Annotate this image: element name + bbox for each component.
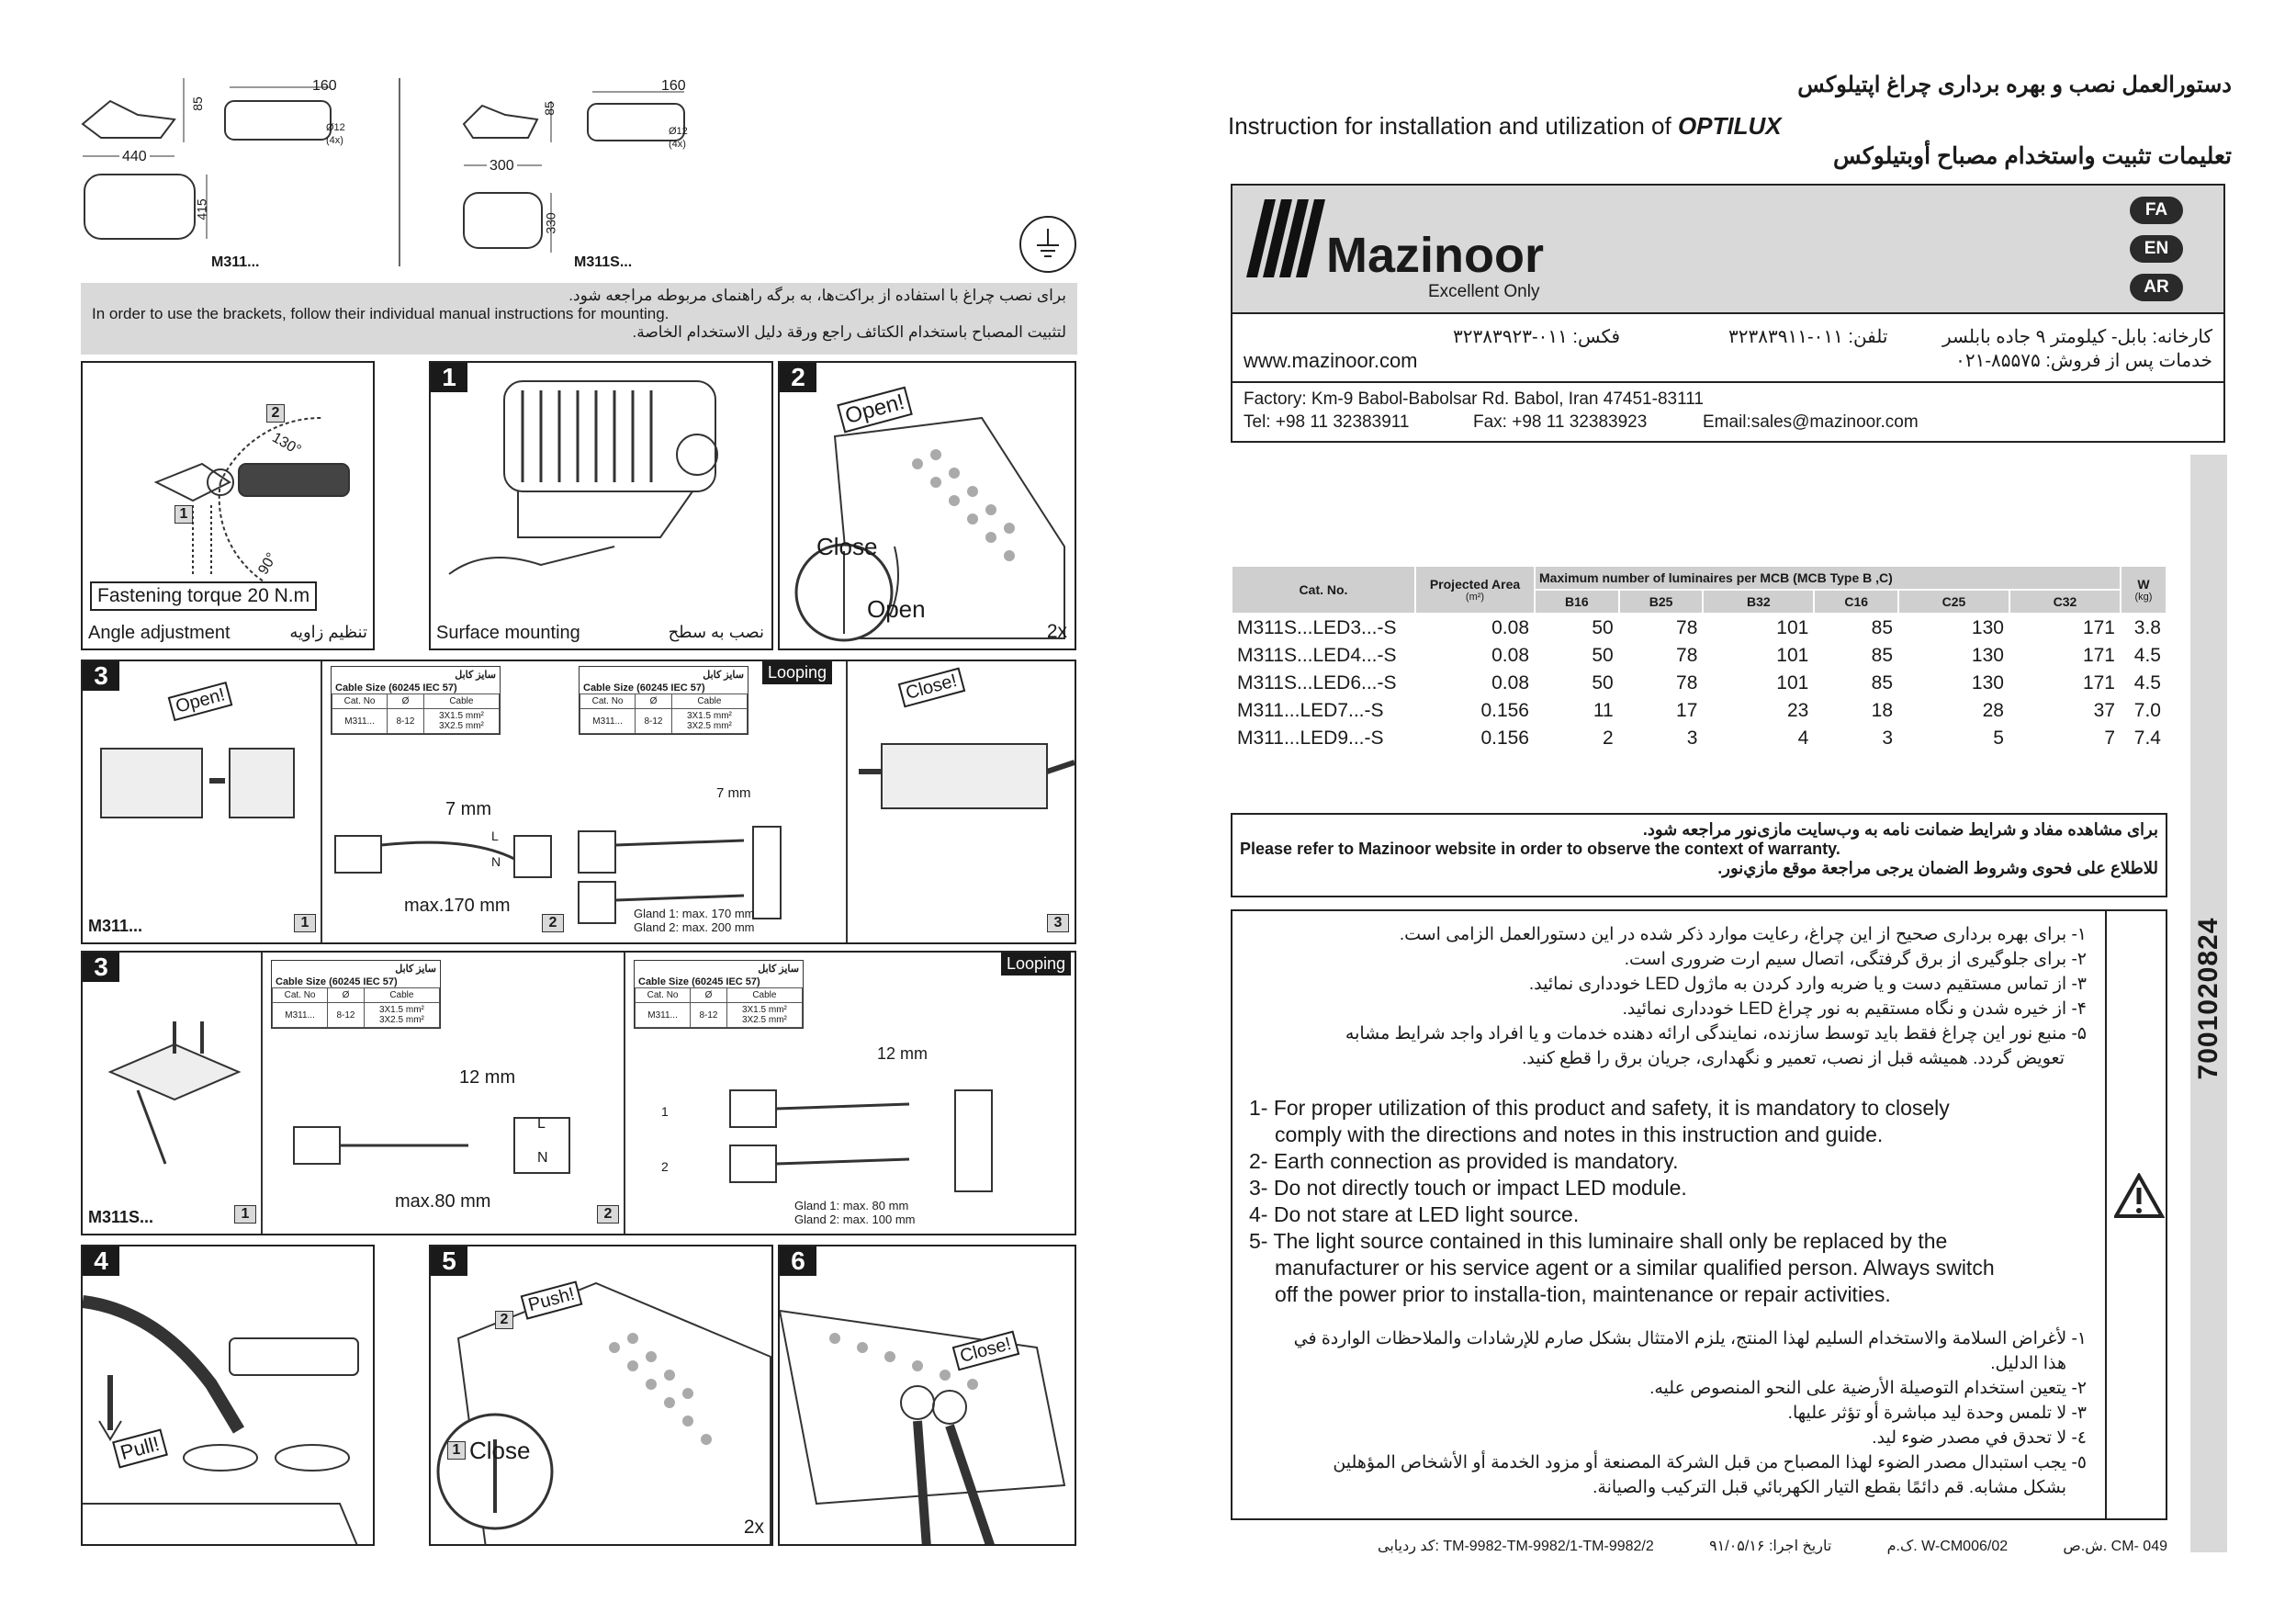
dim-depth: 330 [543, 212, 558, 234]
table-row [1232, 614, 2167, 642]
panel-surface-mounting [429, 361, 773, 650]
open-callout: Open! [168, 682, 233, 721]
table-cell: 101 [1776, 672, 1809, 694]
website-link[interactable]: www.mazinoor.com [1244, 349, 1418, 372]
table-cell: 101 [1776, 617, 1809, 638]
table-cell: 7.4 [2133, 727, 2161, 749]
terminal-l: L [537, 1116, 546, 1132]
col-b25: B25 [1619, 590, 1704, 614]
table-cell: 85 [1871, 617, 1894, 638]
dim-height: 85 [189, 96, 205, 111]
strip-length: 12 mm [459, 1067, 516, 1088]
table-cell: 4 [1797, 727, 1809, 749]
table-cell: 85 [1871, 672, 1894, 694]
footer-tracking: TM-9982-TM-9982/1-TM-9982/2 :کد ردیابی [1378, 1539, 1654, 1554]
surface-mounting-label-fa: نصب به سطح [668, 623, 764, 641]
table-cell: 23 [1786, 700, 1809, 721]
table-cell: 3.8 [2133, 617, 2161, 638]
table-cell: 2 [1603, 727, 1614, 749]
service-fa: خدمات پس از فروش: ۸۵۵۷۵-۰۲۱ [1955, 351, 2212, 371]
table-cell: 0.08 [1491, 617, 1529, 638]
title-fa: دستورالعمل نصب و بهره برداری چراغ اپتیلوکس [1797, 73, 2232, 97]
panel-step-5 [429, 1245, 773, 1546]
panel-wiring-m311s [81, 951, 1076, 1235]
step-number: 3 [83, 661, 119, 691]
pull-illustration [83, 1246, 375, 1546]
close-callout: Close! [898, 668, 965, 708]
open-callout: Open! [837, 387, 913, 434]
col-c16: C16 [1814, 590, 1898, 614]
looping-badge: Looping [762, 661, 832, 684]
dim-length: 300 [487, 158, 517, 175]
step-number: 2 [780, 363, 816, 392]
table-cell: 18 [1871, 700, 1894, 721]
terminal-n: N [537, 1150, 548, 1166]
warranty-ar: للاطلاع على فحوى وشروط الضمان يرجى مراجعة موقع مازي‌نور. [1717, 859, 2158, 877]
table-cell: 37 [2093, 700, 2115, 721]
step-marker-2: 2 [266, 404, 285, 423]
table-cell: 171 [2082, 617, 2115, 638]
quantity: 2x [743, 1517, 764, 1538]
bracket-note-ar: لتثبيت المصباح باستخدام الكتائف راجع ورقة دليل الاستخدام الخاصة. [632, 323, 1066, 341]
cover-lock-illustration [780, 363, 1076, 650]
table-row [1232, 697, 2167, 725]
model-label: M311S... [88, 1208, 154, 1226]
model-label: M311... [211, 254, 260, 270]
warnings-en: 1- For proper utilization of this product and safety, it is mandatory to closely comply with the directions and notes in this instruction and guide. 2- Earth connection as provided is mandatory. 3- Do not directly touch or impact LED module. 4- Do not stare at LED light source. 5- The light source contained in this luminaire shall only be replaced by the manufacturer or his service agent or a similar qualified person. Always switch off the power prior to installa-tion, maintenance or repair activities. [1249, 1096, 1995, 1306]
dim-holes-count: (4x) [669, 139, 686, 150]
panel-step-6 [778, 1245, 1076, 1546]
lang-fa[interactable]: FA [2130, 197, 2183, 224]
table-cell: 171 [2082, 672, 2115, 694]
table-cell: 7 [2104, 727, 2115, 749]
email-link[interactable]: Email:sales@mazinoor.com [1703, 412, 1919, 432]
table-cell: 7.0 [2133, 700, 2161, 721]
surface-mounting-illustration [431, 363, 773, 650]
step-marker-2: 2 [495, 1311, 513, 1329]
terminal-n: N [491, 854, 501, 869]
lang-ar[interactable]: AR [2130, 274, 2183, 301]
col-b32: B32 [1703, 590, 1814, 614]
document-code: 7001020824 [2193, 917, 2223, 1080]
dim-holes: Ø12 [669, 126, 688, 137]
dim-height: 85 [541, 101, 557, 116]
cable-size-table: سایز کابل Cable Size (60245 IEC 57) Cat. No Ø Cable M311... 8-12 3X1.5 mm² 3X2.5 mm² [271, 960, 441, 1029]
safety-warnings-box [1231, 909, 2167, 1520]
model-label: M311... [88, 917, 143, 935]
sub-step-1: 1 [294, 914, 316, 932]
wiring-illustration [83, 953, 1076, 1235]
table-cell: M311...LED7...-S [1237, 700, 1384, 721]
quantity: 2x [1046, 621, 1067, 642]
dim-length: 440 [119, 149, 150, 165]
title-ar: تعليمات تثبيت واستخدام مصباح أوبتيلوكس [1833, 143, 2232, 169]
panel-step-4 [81, 1245, 375, 1546]
table-cell: 0.156 [1480, 700, 1529, 721]
angle-adjustment-label-fa: تنظیم زاویه [289, 623, 367, 641]
tel-fa: تلفن: ۰۱۱-۳۲۳۸۳۹۱۱ [1728, 327, 1888, 347]
sub-step-2: 2 [597, 1205, 619, 1224]
col-b16: B16 [1535, 590, 1619, 614]
sub-step-2: 2 [542, 914, 564, 932]
panel-wiring-m311 [81, 660, 1076, 944]
logo-band [1232, 186, 2223, 314]
bracket-note [81, 283, 1077, 355]
table-cell: M311S...LED4...-S [1237, 645, 1397, 666]
warnings-fa: ۱- برای بهره برداری صحیح از این چراغ، رعایت موارد ذکر شده در این دستورالعمل الزامی است. ۲- برای جلوگیری از برق گرفتگی، اتصال سیم ارت ضروری است. ۳- از تماس مستقیم دست و یا ضربه وارد کردن به ماژول LED خودداری نمائید. ۴- از خیره شدن و نگاه مستقیم به نور چراغ LED خودداری نمائید. ۵- منبع نور این چراغ فقط باید توسط سازنده، نمایندگی ارائه دهنده خدمات و یا افراد واجد شرایط مشابه تعویض گردد. همیشه قبل از نصب، تعمیر و نگهداری، جریان برق را قطع کنید. [1345, 925, 2087, 1068]
angle-130: 130° [269, 429, 304, 459]
table-cell: 130 [1971, 672, 2004, 694]
open-label: Open [867, 595, 926, 623]
warranty-en: Please refer to Mazinoor website in order to observe the context of warranty. [1240, 840, 1840, 858]
table-cell: 85 [1871, 645, 1894, 666]
bracket-note-en: In order to use the brackets, follow their individual manual instructions for mounting. [92, 305, 670, 322]
table-cell: 50 [1592, 645, 1614, 666]
table-cell: 17 [1676, 700, 1698, 721]
table-cell: 4.5 [2133, 645, 2161, 666]
panel-open-close [778, 361, 1076, 650]
dim-holes: Ø12 [326, 122, 345, 133]
strip-length: 7 mm [716, 785, 751, 801]
fax-en: Fax: +98 11 32383923 [1473, 412, 1648, 432]
push-callout: Push! [521, 1280, 583, 1319]
table-cell: 130 [1971, 617, 2004, 638]
earth-icon [1019, 216, 1076, 273]
catalogue-table: Cat. No. Projected Area (m²) Maximum number of luminaires per MCB (MCB Type B ,C) W (kg) B16 B25 B32 C16 C25 C32 M311S...LED3...-S 0.08 50 78 101 85 130 171 3.8 M311S...LED4...-S 0.08 50 78 101 85 130 171 4.5 M311S...LED6...-S 0.08 50 78 101 85 130 171 4.5 M311...LED7...-S 0.156 11 17 23 18 28 37 7.0 M311...LED9...-S 0.156 2 3 4 3 5 7 7.4 [1231, 565, 2167, 752]
brand-name: Mazinoor [1326, 228, 1544, 283]
step-number: 6 [780, 1246, 816, 1276]
table-cell: 5 [1993, 727, 2004, 749]
terminal-l: L [491, 829, 499, 843]
pull-callout: Pull! [112, 1428, 168, 1468]
table-cell: 4.5 [2133, 672, 2161, 694]
language-switch [2130, 197, 2212, 312]
table-cell: 28 [1982, 700, 2004, 721]
fastening-torque: Fastening torque 20 N.m [90, 581, 317, 611]
tel-en: Tel: +98 11 32383911 [1244, 412, 1410, 432]
table-cell: 171 [2082, 645, 2115, 666]
title-en: Instruction for installation and utilization of OPTILUX [1228, 112, 1782, 140]
footer-date: تاریخ اجرا: ۹۱/۰۵/۱۶ [1709, 1539, 1832, 1554]
table-cell: 130 [1971, 645, 2004, 666]
close-illustration [780, 1246, 1076, 1546]
strip-length: 12 mm [877, 1044, 929, 1063]
table-cell: 50 [1592, 672, 1614, 694]
step-marker-1: 1 [447, 1441, 466, 1460]
table-row [1232, 670, 2167, 697]
table-cell: 50 [1592, 617, 1614, 638]
step-number: 4 [83, 1246, 119, 1276]
table-cell: 3 [1686, 727, 1698, 749]
gland-1: Gland 1: max. 80 mm [794, 1199, 909, 1212]
line-1: 1 [661, 1104, 669, 1119]
brand-slogan: Excellent Only [1428, 282, 1540, 301]
angle-adjustment-label: Angle adjustment [88, 623, 231, 643]
warranty-fa: برای مشاهده مفاد و شرایط ضمانت نامه به وب‌سایت مازی‌نور مراجعه شود. [1642, 820, 2158, 839]
table-row [1232, 642, 2167, 670]
table-cell: 78 [1676, 617, 1698, 638]
gland-2: Gland 2: max. 100 mm [794, 1212, 916, 1226]
dim-depth: 415 [194, 198, 209, 220]
table-row [1232, 725, 2167, 752]
company-header-box [1231, 184, 2225, 443]
luminaire-outline-drawings [73, 69, 1093, 280]
table-cell: M311S...LED6...-S [1237, 672, 1397, 694]
dim-width: 160 [661, 78, 686, 94]
warning-triangle-icon [2114, 1173, 2165, 1219]
col-c25: C25 [1898, 590, 2009, 614]
step-number: 3 [83, 953, 119, 982]
footer-wcm: W-CM006/02 .ک.م [1886, 1539, 2009, 1554]
warranty-box [1231, 813, 2167, 897]
close-callout: Close! [952, 1331, 1019, 1371]
step-number: 5 [431, 1246, 467, 1276]
table-cell: M311...LED9...-S [1237, 727, 1384, 749]
step-number: 1 [431, 363, 467, 392]
factory-address: Factory: Km-9 Babol-Babolsar Rd. Babol, Iran 47451-83111 [1244, 389, 1704, 409]
sub-step-3: 3 [1047, 914, 1069, 932]
step-marker-1: 1 [174, 505, 193, 524]
close-label: Close [469, 1437, 531, 1464]
surface-mounting-label: Surface mounting [436, 623, 580, 643]
close-label: Close [816, 533, 878, 560]
table-cell: 0.156 [1480, 727, 1529, 749]
dim-holes-count: (4x) [326, 135, 343, 146]
table-cell: 101 [1776, 645, 1809, 666]
panel-angle-adjustment [81, 361, 375, 650]
angle-90: 90° [255, 550, 281, 578]
sub-step-1: 1 [234, 1205, 256, 1224]
factory-fa: کارخانه: بابل- کیلومتر ۹ جاده بابلسر [1941, 327, 2212, 347]
table-cell: 0.08 [1491, 672, 1529, 694]
looping-badge: Looping [1001, 953, 1071, 976]
bracket-note-fa: برای نصب چراغ با استفاده از براکت‌ها، به برگه راهنمای مربوطه مراجعه شود. [568, 287, 1066, 304]
cable-size-table: سایز کابل Cable Size (60245 IEC 57) Cat. No Ø Cable M311... 8-12 3X1.5 mm² 3X2.5 mm² [331, 666, 501, 735]
table-cell: 3 [1882, 727, 1894, 749]
dimension-drawings [73, 69, 1093, 280]
table-cell: 0.08 [1491, 645, 1529, 666]
footer-sh: CM- 049 .ش.ص [2063, 1539, 2167, 1554]
cable-size-table: سایز کابل Cable Size (60245 IEC 57) Cat. No Ø Cable M311... 8-12 3X1.5 mm² 3X2.5 mm² [634, 960, 804, 1029]
footer-refs [1378, 1537, 2167, 1555]
dim-width: 160 [312, 78, 337, 94]
model-label: M311S... [574, 254, 633, 270]
col-c32: C32 [2009, 590, 2121, 614]
table-cell: 78 [1676, 645, 1698, 666]
max-length: max.80 mm [395, 1191, 491, 1212]
table-cell: M311S...LED3...-S [1237, 617, 1397, 638]
gland-2: Gland 2: max. 200 mm [634, 920, 755, 934]
fax-fa: فکس: ۰۱۱-۳۲۳۸۳۹۲۳ [1453, 327, 1621, 347]
strip-length: 7 mm [445, 799, 491, 819]
push-illustration [431, 1246, 773, 1546]
table-cell: 11 [1593, 700, 1614, 721]
warnings-ar: ١- لأغراض السلامة والاستخدام السليم لهذا المنتج، يلزم الامتثال بشكل صارم للإرشادات والملاحظات الواردة في هذا الدليل. ٢- يتعين استخدام التوصيلة الأرضية على النحو المنصوص عليه. ٣- لا تلمس وحدة ليد مباشرة أو تؤثر عليها. ٤- لا تحدق في مصدر ضوء ليد. ٥- يجب استبدال مصدر الضوء لهذا المصباح من قبل الشركة المصنعة أو مزود الخدمة أو الأشخاص المؤهلين بشكل مشابه. قم دائمًا بقطع التيار الكهربائي قبل التركيب والصيانة. [1293, 1329, 2087, 1497]
mazinoor-logo-icon [1246, 199, 1338, 277]
cable-size-table: سایز کابل Cable Size (60245 IEC 57) Cat. No Ø Cable M311... 8-12 3X1.5 mm² 3X2.5 mm² [579, 666, 748, 735]
lang-en[interactable]: EN [2130, 235, 2183, 263]
gland-1: Gland 1: max. 170 mm [634, 907, 755, 920]
line-2: 2 [661, 1159, 669, 1174]
table-cell: 78 [1676, 672, 1698, 694]
max-length: max.170 mm [404, 896, 511, 916]
